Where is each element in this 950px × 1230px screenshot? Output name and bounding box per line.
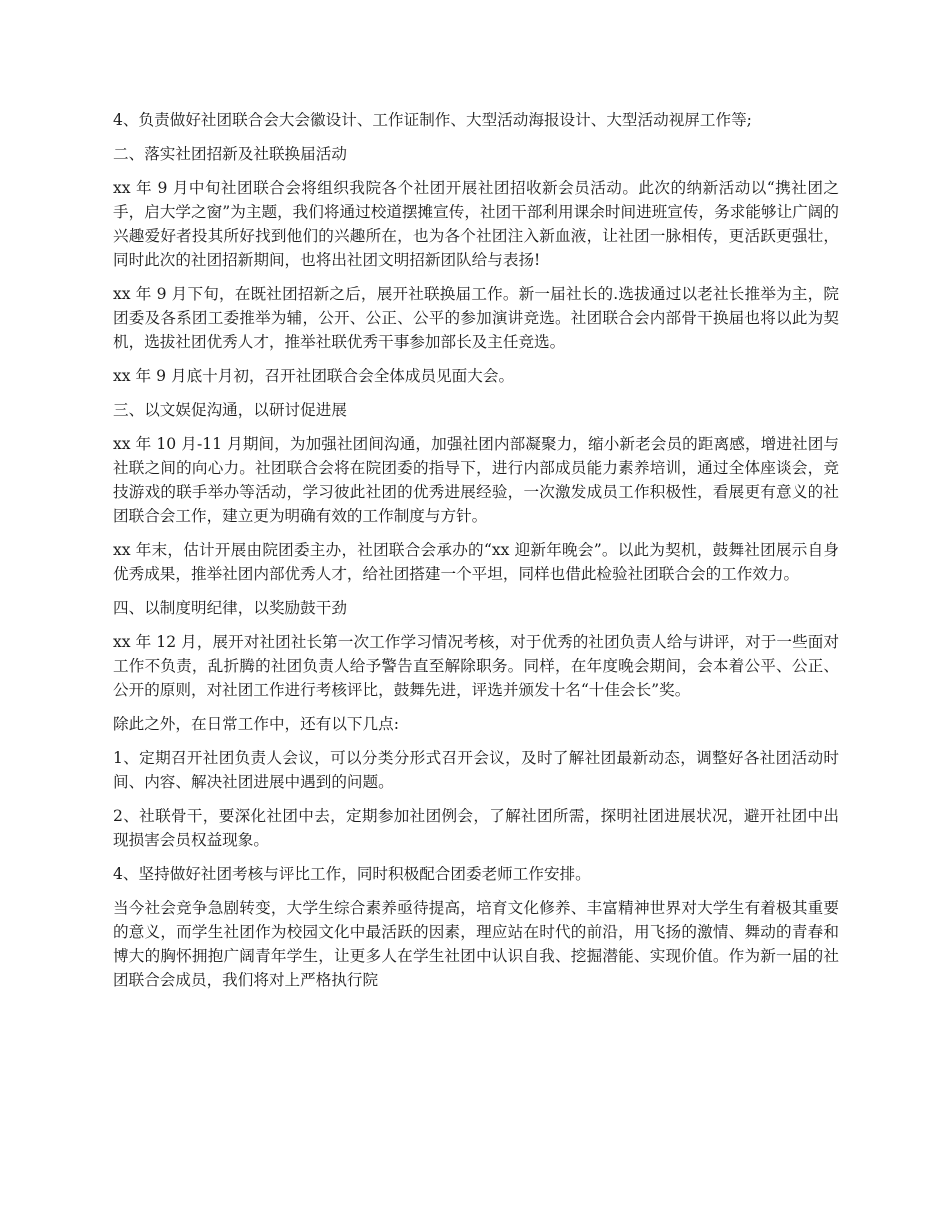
section-heading-3: 三、以文娱促沟通，以研讨促进展 (113, 401, 347, 419)
paragraph-communication: xx 年 10 月-11 月期间，为加强社团间沟通，加强社团内部凝聚力，缩小新老会员的距离感，增进社团与社联之间的向心力。社团联合会将在院团委的指导下，进行内部成员能力素养培训，通过全体座谈会，竞技游戏的联手举办等活动，学习彼此社团的优秀进展经验，一次激发成员工作积极性，看展更有意义的社团联合会工作，建立更为明确有效的工作制度与方针。 (113, 435, 839, 525)
paragraph-additional-points: 除此之外，在日常工作中，还有以下几点: (113, 715, 399, 733)
paragraph-meeting: xx 年 9 月底十月初，召开社团联合会全体成员见面大会。 (113, 367, 515, 385)
list-item-2: 2、社联骨干，要深化社团中去，定期参加社团例会，了解社团所需，探明社团进展状况，避开社团中出现损害会员权益现象。 (113, 807, 839, 849)
paragraph-recruitment: xx 年 9 月中旬社团联合会将组织我院各个社团开展社团招收新会员活动。此次的纳新活动以“携社团之手，启大学之窗”为主题，我们将通过校道摆摊宣传，社团干部利用课余时间进班宣传，务求能够让广阔的兴趣爱好者投其所好找到他们的兴趣所在，也为各个社团注入新血液，让社团一脉相传，更活跃更强壮，同时此次的社团招新期间，也将出社团文明招新团队给与表扬! (113, 179, 839, 269)
paragraph-election: xx 年 9 月下旬，在既社团招新之后，展开社联换届工作。新一届社长的.选拔通过以老社长推举为主，院团委及各系团工委推举为辅，公开、公正、公平的参加演讲竞选。社团联合会内部骨干换届也将以此为契机，选拔社团优秀人才，推举社联优秀干事参加部长及主任竞选。 (113, 285, 839, 351)
paragraph-item-4-design: 4、负责做好社团联合会大会徽设计、工作证制作、大型活动海报设计、大型活动视屏工作等; (113, 111, 752, 129)
list-item-4: 4、坚持做好社团考核与评比工作，同时积极配合团委老师工作安排。 (113, 865, 591, 883)
section-heading-2: 二、落实社团招新及社联换届活动 (113, 145, 347, 163)
document-page (113, 108, 839, 1002)
list-item-1: 1、定期召开社团负责人会议，可以分类分形式召开会议，及时了解社团最新动态，调整好各社团活动时间、内容、解决社团进展中遇到的问题。 (113, 749, 839, 791)
paragraph-new-year-party: xx 年末，估计开展由院团委主办，社团联合会承办的“xx 迎新年晚会”。以此为契机，鼓舞社团展示自身优秀成果，推举社团内部优秀人才，给社团搭建一个平坦，同样也借此检验社团联合会的工作效力。 (113, 541, 839, 583)
section-heading-4: 四、以制度明纪律，以奖励鼓干劲 (113, 599, 347, 617)
paragraph-assessment: xx 年 12 月，展开对社团社长第一次工作学习情况考核，对于优秀的社团负责人给与讲评，对于一些面对工作不负责，乱折腾的社团负责人给予警告直至解除职务。同样，在年度晚会期间，会本着公平、公正、公开的原则，对社团工作进行考核评比，鼓舞先进，评选并颁发十名“十佳会长”奖。 (113, 633, 839, 699)
paragraph-conclusion: 当今社会竞争急剧转变，大学生综合素养亟待提高，培育文化修养、丰富精神世界对大学生有着极其重要的意义，而学生社团作为校园文化中最活跃的因素，理应站在时代的前沿，用飞扬的激情、舞动的青春和博大的胸怀拥抱广阔青年学生，让更多人在学生社团中认识自我、挖掘潜能、实现价值。作为新一届的社团联合会成员，我们将对上严格执行院 (113, 899, 839, 989)
